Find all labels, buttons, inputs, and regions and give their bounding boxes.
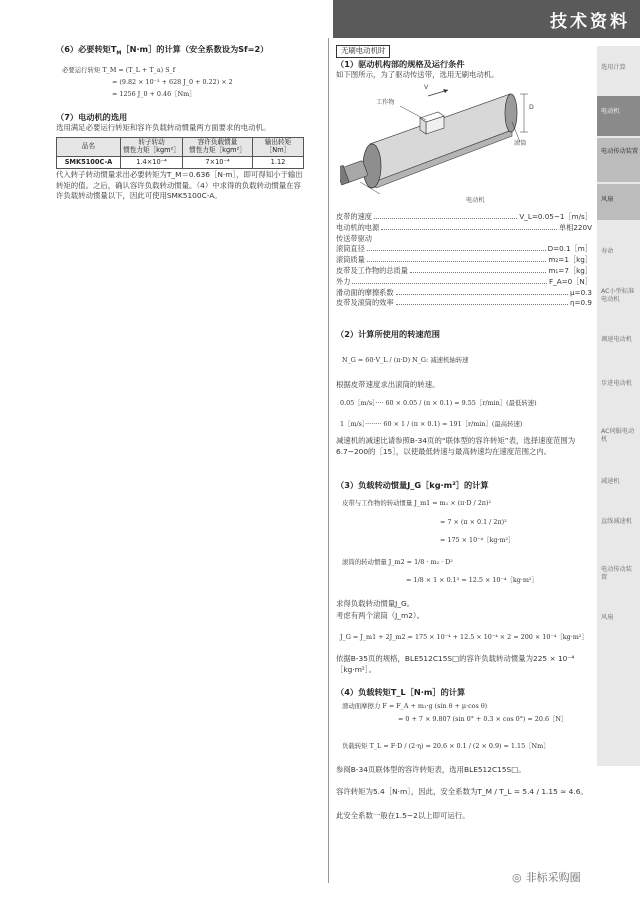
sub3-formula-1: 皮带与工作物的转动惯量 J_m1 = m₁ × (π·D / 2π)²	[342, 499, 492, 507]
spec-row: 皮带及滚筒的效率 η=0.9	[336, 298, 592, 308]
tab-ac-small-motor[interactable]: AC小型标准电动机	[601, 288, 635, 304]
spec-row: 滚筒直径 D=0.1［m］	[336, 244, 592, 254]
tab-gearhead[interactable]: 减速机	[601, 478, 620, 485]
sec6-formula-1: 必要运行转矩 T_M = (T_L + T_a) S_f	[62, 66, 176, 74]
sub3-formula-5: = 1/8 × 1 × 0.1² = 12.5 × 10⁻⁴［kg·m²］	[406, 576, 538, 584]
sub2-text-2: 减速机的减速比请参照B-34页的“联体型的容许转矩”表，选择速度范围为6.7~200的［15］，以使最低转速与最高转速均在速度范围之内。	[336, 436, 576, 456]
label-workpiece: 工作物	[376, 99, 395, 106]
wechat-icon: ◎	[512, 871, 522, 884]
sub4-formula-2: = 0 + 7 × 9.807 (sin 0° + 0.3 × cos 0°) = 20.6［N］	[398, 715, 568, 723]
tab-linear-gearhead[interactable]: 直线减速机	[601, 518, 632, 525]
table-header: 输出转矩 ［Nm］	[253, 138, 304, 157]
spec-row: 传送带驱动	[336, 233, 372, 243]
sub4-text-3: 此安全系数一般在1.5~2以上即可运行。	[336, 811, 470, 820]
sub4-text-2: 容许转矩为5.4［N·m］，因此，安全系数为T_M / T_L = 5.4 / 1.15 ≈ 4.6。	[336, 787, 588, 796]
sub2-calc-1: 0.05［m/s］···· 60 × 0.05 / (π × 0.1) = 9.55［r/min］(最低转速)	[340, 399, 537, 407]
spec-row: 滚筒质量 m₂=1［kg］	[336, 255, 592, 265]
tab-electric-actuator-2[interactable]: 电动传动装置	[601, 566, 632, 582]
sub3-text-2: 考虑有两个滚筒（J_m2）。	[336, 611, 424, 620]
table-header: 转子转动 惯性力矩［kgm²］	[121, 138, 183, 157]
spec-row: 皮带及工作物的总质量 m₁=7［kg］	[336, 265, 592, 275]
label-roller: 滚筒	[514, 140, 527, 147]
spec-row: 外力 F_A=0［N］	[336, 276, 592, 286]
sec6-title: （6）必要转矩$T_M[N\cdot m]$的计算（安全系数设为Sf=2）	[56, 44, 269, 57]
sub3-formula-3: = 175 × 10⁻⁴［kg·m²］	[440, 536, 515, 544]
table-header-row	[57, 138, 304, 157]
tab-fan-2[interactable]: 风扇	[601, 614, 614, 621]
spec-row: 电动机的电源 单相220V	[336, 222, 592, 232]
spec-list	[336, 212, 592, 309]
tab-motor[interactable]: 电动机	[597, 96, 640, 136]
page-title: 技术资料	[550, 12, 630, 32]
table-header: 品名	[57, 138, 121, 157]
tab-stepping-motor[interactable]: 步进电动机	[601, 380, 632, 387]
sub3-text-1: 求得负载转动惯量J_G。	[336, 599, 415, 608]
column-divider	[328, 38, 329, 883]
sub1-text: 如下图所示，为了驱动传送带，选用无刷电动机。	[336, 70, 499, 79]
sub4-formula-3: 负载转矩 T_L = F·D / (2·η) = 20.6 × 0.1 / (2 × 0.9) = 1.15［Nm］	[342, 742, 550, 750]
tab-lifetime[interactable]: 寿命	[601, 248, 614, 255]
tab-fan[interactable]: 风扇	[597, 184, 640, 220]
tab-electric-actuator[interactable]: 电动传动装置	[597, 138, 640, 182]
sub3-text-3: 依据B-35页的规格，BLE512C15S□的容许负载转动惯量为225 × 10⁻⁴［kg·m²］。	[336, 654, 575, 674]
table-cell: SMK5100C-A	[57, 156, 121, 168]
table-row	[57, 156, 304, 168]
sub2-title: （2）计算所使用的转速范围	[336, 329, 440, 339]
section-box-label: 无刷电动机时	[336, 45, 390, 58]
sec6-formula-2: = (9.82 × 10⁻³ + 628 J_0 + 0.22) × 2	[112, 78, 233, 86]
sec7-paragraph: 代入转子转动惯量求出必要转矩为T_M＝0.636［N·m］，即可得知小于输出转矩的值。之后，确认容许负载转动惯量。（4）中求得的负载转动惯量在容许负载转动惯量以下，因此可使用SMK5100C-A。	[56, 170, 303, 201]
sub2-formula: N_G = 60·V_L / (π·D) N_G: 减速机轴转速	[342, 356, 469, 364]
sub2-text-1: 根据皮带速度求出滚筒的转速。	[336, 380, 440, 389]
sub2-calc-2: 1［m/s］········ 60 × 1 / (π × 0.1) = 191［r/min］(最高转速)	[340, 420, 523, 428]
label-diameter: D	[529, 104, 534, 111]
sub3-title: （3）负载转动惯量J_G［kg·m²］的计算	[336, 480, 489, 490]
sec7-title: （7）电动机的选用	[56, 112, 128, 122]
tab-selection-calc[interactable]: 选用计算	[601, 64, 626, 71]
spec-row: 滑动面的摩擦系数 μ=0.3	[336, 287, 592, 297]
label-velocity: V	[424, 84, 429, 91]
table-cell: 1.12	[253, 156, 304, 168]
sub4-text-1: 参阅B-34页联体型的容许转矩表，选用BLE512C15S□。	[336, 765, 526, 774]
table-cell: 7×10⁻⁴	[183, 156, 253, 168]
sub3-formula-2: = 7 × (π × 0.1 / 2π)²	[440, 518, 507, 526]
sub3-formula-4: 滚筒的转动惯量 J_m2 = 1/8 · m₂ · D²	[342, 558, 453, 566]
sec7-text: 选用满足必要运行转矩和容许负载转动惯量两方面要求的电动机。	[56, 123, 271, 132]
sub1-title: （1）驱动机构部的规格及运行条件	[336, 59, 465, 69]
motor-spec-table	[56, 137, 304, 169]
spec-row: 皮带的速度 V_L=0.05~1［m/s］	[336, 212, 592, 221]
table-header: 容许负载惯量 惯性力矩［kgm²］	[183, 138, 253, 157]
tab-speed-control-motor[interactable]: 调速电动机	[601, 336, 632, 343]
sub4-title: （4）负载转矩T_L［N·m］的计算	[336, 687, 466, 697]
table-cell: 1.4×10⁻⁴	[121, 156, 183, 168]
sub3-formula-6: J_G = J_m1 + 2J_m2 = 175 × 10⁻⁴ + 12.5 × 10⁻⁴ × 2 = 200 × 10⁻⁴［kg·m²］	[340, 633, 588, 641]
sidebar	[597, 46, 640, 766]
sub4-formula-1: 滑动面摩擦力 F = F_A + m₁·g (sin θ + μ·cos θ)	[342, 702, 488, 710]
sec6-formula-3: = 1256 J_0 + 0.46［Nm］	[112, 90, 196, 98]
label-motor: 电动机	[466, 197, 485, 204]
watermark: ◎ 非标采购圈	[512, 871, 581, 884]
tab-ac-servo-motor[interactable]: AC伺服电动机	[601, 428, 635, 444]
